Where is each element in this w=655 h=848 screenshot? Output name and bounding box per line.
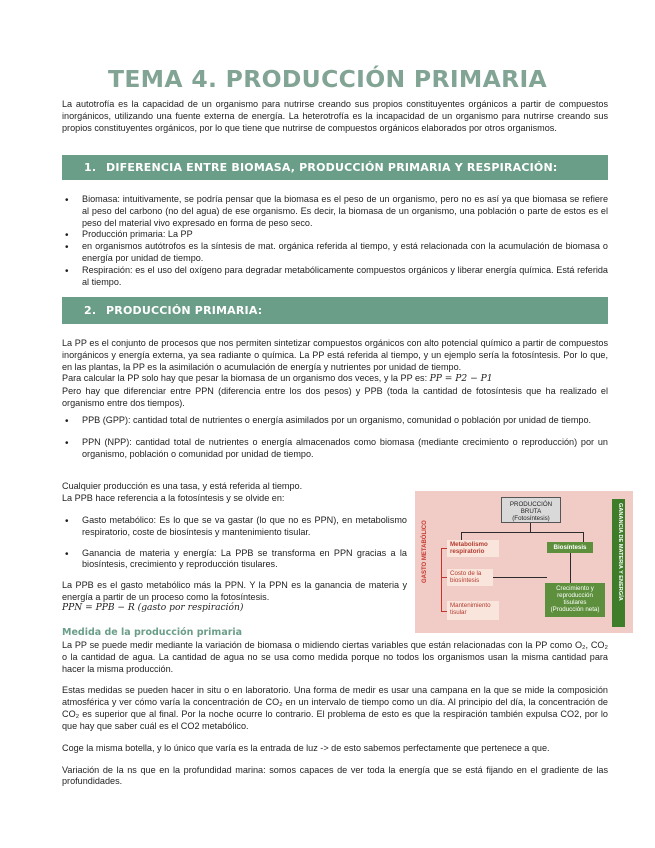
ppn-formula: PPN = PPB − R (gasto por respiración): [62, 603, 244, 613]
diagram-biosintesis-box: Biosíntesis: [547, 542, 593, 553]
page-title: TEMA 4. PRODUCCIÓN PRIMARIA: [107, 65, 547, 93]
section-2-bullet-list: [62, 415, 608, 460]
bullet-biomasa: • Biomasa: intuitivamente, se podría pensar que la biomasa es el peso de un organismo, pero no es así ya que biomasa se refiere al peso del carbono (no del agua) de ese organismo. Es decir, la biomasa de un organismo, una población o parte de estos es el peso del material vivo expresado en forma de peso seco.: [62, 194, 608, 229]
measure-paragraph-2: Estas medidas se pueden hacer in situ o en laboratorio. Una forma de medir es usar una campana en la que se mide la composición atmosférica y ver cómo varía la concentración de CO₂ en un intervalo de tiempo como un día. Al principio del día, la concentración de CO₂ es superior que al final. Por la noche ocurre lo contrario. El problema de esto es que la respiración también expulsa CO2, por lo que hay que saber cuál es el CO2 metabólico.: [62, 685, 608, 731]
rate-line-1: Cualquier producción es una tasa, y está referida al tiempo.: [62, 481, 303, 491]
diagram-connector: [493, 577, 547, 578]
diagram-metabolismo-box: Metabolismo respiratorio: [447, 540, 499, 557]
diagram-right-label-bar: [612, 499, 625, 627]
bullet-respiracion: • Respiración: es el uso del oxígeno para degradar metabólicamente compuestos orgánicos y liberar energía química. Está referida al tiempo.: [62, 265, 608, 289]
bullet-ppn: • PPN (NPP): cantidad total de nutrientes o energía almacenados como biomasa (mediante crecimiento o reproducción) por un organismo, población o comunidad por unidad de tiempo.: [62, 437, 608, 461]
pp-definition-paragraph: La PP es el conjunto de procesos que nos permiten sintetizar compuestos orgánicos con alto potencial químico a partir de compuestos inorgánicos y energía externa, ya sea radiante o química. La PP está referida al tiempo, y un ejemplo sería la fotosíntesis. Por lo que, en las plantas, la PP es la asimilación o acumulación de energía y nutrientes por unidad de tiempo.: [62, 338, 608, 372]
pp-formula: PP = P2 − P1: [429, 374, 493, 385]
metabolism-diagram: [415, 491, 633, 633]
pp-calculation-text: Para calcular la PP solo hay que pesar la biomasa de un organismo dos veces, y la PP es:: [62, 373, 430, 384]
measure-heading: Medida de la producción primaria: [62, 627, 243, 638]
section-1-title: DIFERENCIA ENTRE BIOMASA, PRODUCCIÓN PRIMARIA Y RESPIRACIÓN:: [106, 161, 558, 174]
bullet-gasto-metabolico: • Gasto metabólico: Es lo que se va gastar (lo que no es PPN), en metabolismo respiratorio, coste de biosíntesis y mantenimiento tisular.: [62, 515, 407, 539]
section-2-intro-block: [62, 338, 608, 410]
diagram-costo-box: Costo de la biosíntesis: [447, 569, 493, 586]
section-1-bullet-list: [62, 194, 608, 289]
intro-paragraph: La autotrofía es la capacidad de un organismo para nutrirse creando sus propios constituyentes orgánicos a partir de compuestos inorgánicos, utilizando una fuente externa de energía. La heterotrofía es la incapacidad de un organismo para nutrirse creando sus propios constituyentes orgánicos, por lo que tiene que nutrirse de compuestos orgánicos elaborados por otros organismos.: [62, 99, 608, 133]
diagram-mantenimiento-box: Mantenimiento tisular: [447, 601, 499, 620]
diagram-crecimiento-box: Crecimiento y reproducción tisulares (Producción neta): [545, 583, 605, 617]
diagram-produccion-bruta-box: PRODUCCIÓN BRUTA (Fotosíntesis): [501, 497, 561, 523]
diagram-connector: [441, 548, 442, 612]
measure-block: [62, 640, 608, 788]
section-1-banner: [62, 155, 608, 180]
diagram-left-label: GASTO METABÓLICO: [422, 520, 428, 583]
bullet-autotrofos: • en organismos autótrofos es la síntesis de mat. orgánica referida al tiempo, y está relacionada con la acumulación de biomasa o energía por unidad de tiempo.: [62, 241, 608, 265]
ppb-paragraph: La PPB es el gasto metabólico más la PPN. Y la PPN es la ganancia de materia y energía a partir de un proceso como la fotosíntesis.: [62, 580, 407, 602]
section-2-number: 2.: [84, 304, 97, 317]
bullet-produccion-primaria: • Producción primaria: La PP: [62, 229, 608, 241]
bullet-ganancia-materia: • Ganancia de materia y energía: La PPB se transforma en PPN gracias a la biosíntesis, crecimiento y reproducción tisulares.: [62, 548, 407, 572]
diagram-connector: [461, 532, 583, 533]
section-1-number: 1.: [84, 161, 97, 174]
diagram-connector: [461, 532, 462, 540]
diagram-connector: [583, 532, 584, 542]
bullet-ppb: • PPB (GPP): cantidad total de nutrientes o energía asimilados por un organismo, comunidad o población por unidad de tiempo.: [62, 415, 608, 427]
pp-calculation-paragraph: [62, 373, 608, 386]
section-2-banner: [62, 297, 608, 324]
diagram-connector: [441, 577, 447, 578]
measure-paragraph-4: Variación de la ns que en la profundidad marina: somos capaces de ver toda la energía que se está fijando en el gradiente de las profundidades.: [62, 764, 608, 787]
measure-paragraph-1: La PP se puede medir mediante la variación de biomasa o midiendo ciertas variables que están relacionadas con la PP como O₂, CO₂ o la cantidad de agua. La cantidad de agua no se usa como medida porque no todos los organismos usan la misma cantidad para hacer la misma producción.: [62, 640, 608, 674]
measure-paragraph-3: Coge la misma botella, y lo único que varía es la entrada de luz -> de esto sabemos perfectamente que pertenece a que.: [62, 742, 550, 753]
metabolic-bullet-list: [62, 515, 407, 571]
diagram-connector: [570, 553, 571, 583]
ppn-ppb-paragraph: Pero hay que diferenciar entre PPN (diferencia entre los dos pesos) y PPB (toda la cantidad de fotosíntesis que ha realizado el organismo entre dos tiempos).: [62, 386, 608, 409]
diagram-right-label: GANANCIA DE MATERIA Y ENERGÍA: [617, 503, 623, 601]
rate-line-2: La PPB hace referencia a la fotosíntesis y se olvide en:: [62, 493, 285, 503]
section-2-title: PRODUCCIÓN PRIMARIA:: [106, 304, 263, 317]
diagram-connector: [441, 548, 447, 549]
